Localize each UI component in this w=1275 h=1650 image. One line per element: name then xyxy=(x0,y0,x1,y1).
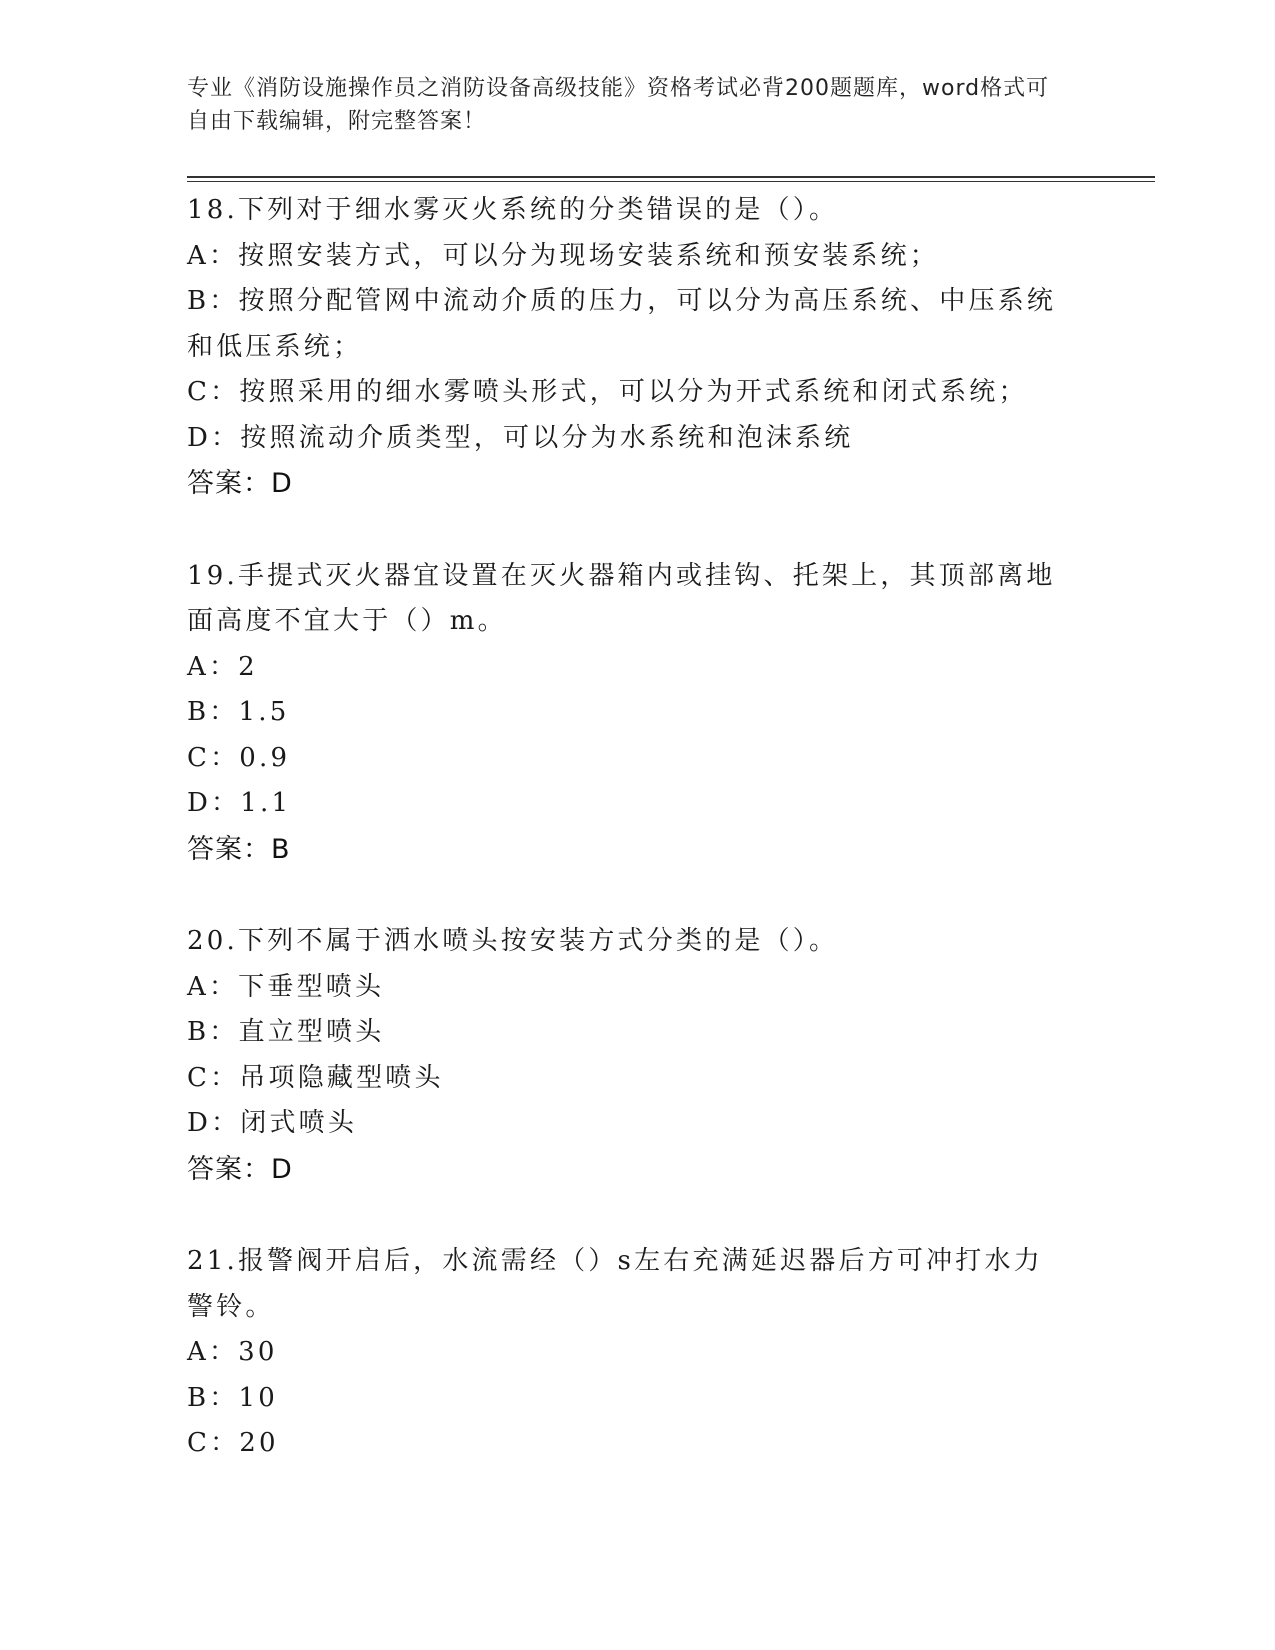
option-a: A：2 xyxy=(187,651,258,682)
option-c: C：0.9 xyxy=(187,742,291,773)
option-d: D：闭式喷头 xyxy=(187,1108,358,1138)
question-20 xyxy=(187,919,1087,1192)
option-b: B：按照分配管网中流动介质的压力，可以分为高压系统、中压系统和低压系统； xyxy=(187,286,1057,362)
answer: 答案：D xyxy=(187,1153,293,1185)
question-stem: 18.下列对于细水雾灭火系统的分类错误的是（）。 xyxy=(187,195,839,225)
question-stem: 21.报警阀开启后，水流需经（）s左右充满延迟器后方可冲打水力警铃。 xyxy=(187,1246,1043,1322)
option-d: D：按照流动介质类型，可以分为水系统和泡沫系统 xyxy=(187,422,854,453)
option-d: D：1.1 xyxy=(187,788,292,818)
document-header: 专业《消防设施操作员之消防设备高级技能》资格考试必背200题题库，word格式可自由下载编辑，附完整答案！ xyxy=(187,76,1050,134)
option-a: A：30 xyxy=(187,1337,278,1367)
header-divider-thin xyxy=(187,181,1155,182)
option-c: C：吊项隐藏型喷头 xyxy=(187,1062,444,1093)
question-stem: 20.下列不属于洒水喷头按安装方式分类的是（）。 xyxy=(187,926,839,956)
option-a: A：按照安装方式，可以分为现场安装系统和预安装系统； xyxy=(187,240,939,271)
question-21 xyxy=(187,1239,1087,1467)
answer: 答案：B xyxy=(187,833,291,865)
option-b: B：直立型喷头 xyxy=(187,1017,385,1047)
question-18 xyxy=(187,188,1087,507)
question-19 xyxy=(187,554,1087,873)
answer: 答案：D xyxy=(187,468,293,499)
option-b: B：1.5 xyxy=(187,697,290,727)
option-a: A：下垂型喷头 xyxy=(187,971,385,1002)
option-c: C：20 xyxy=(187,1428,279,1458)
question-stem: 19.手提式灭火器宜设置在灭火器箱内或挂钩、托架上，其顶部离地面高度不宜大于（）m。 xyxy=(187,560,1056,636)
option-b: B：10 xyxy=(187,1382,278,1413)
option-c: C：按照采用的细水雾喷头形式，可以分为开式系统和闭式系统； xyxy=(187,377,1028,407)
header-divider-thick xyxy=(187,176,1155,178)
question-list xyxy=(187,188,1087,1514)
